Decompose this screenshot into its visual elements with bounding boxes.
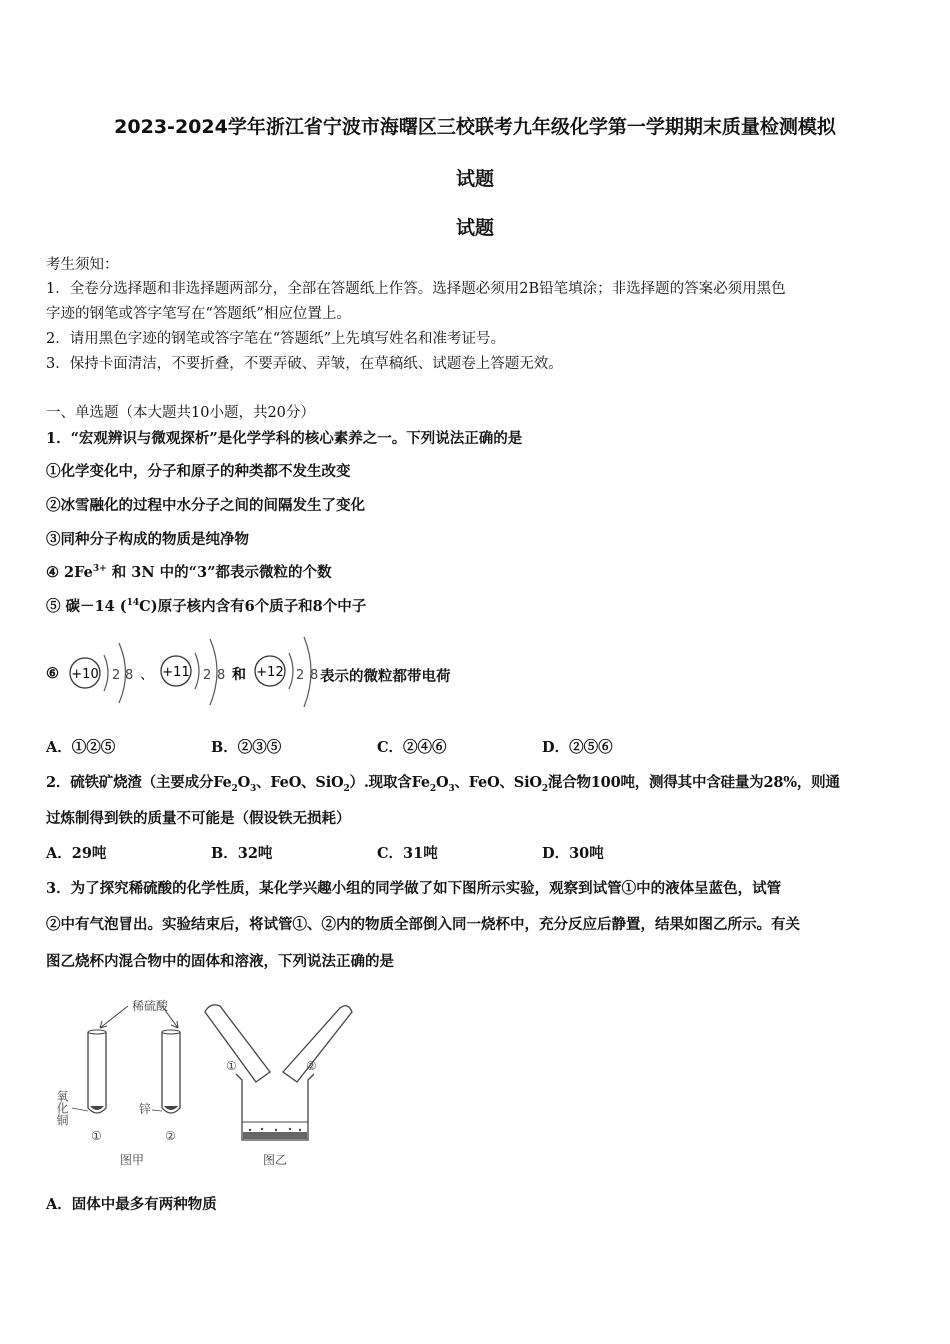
tilted-tube-2-number: ②: [306, 1059, 317, 1073]
atom-3-shell-1: 2: [296, 668, 305, 683]
label-zinc: 锌: [139, 1102, 152, 1116]
tube-2-number: ②: [165, 1129, 176, 1143]
q2-text-a: 2．硫铁矿烧渣（主要成分Fe: [46, 774, 232, 791]
q1-s5-pre: ⑤ 碳－14 (: [46, 598, 127, 615]
q1-s6-sep1: 、: [140, 667, 154, 683]
atom-1-shell-2: 8: [125, 668, 134, 683]
q2-text-d: ）.现取含Fe: [349, 774, 430, 791]
q2-text-c: 、FeO、SiO: [256, 774, 344, 791]
atom-structure-diagrams: [62, 625, 332, 715]
q2-stem-line2: 过炼制得到铁的质量不可能是（假设铁无损耗）: [46, 810, 351, 827]
tilted-tube-2: [283, 1006, 352, 1082]
notice-item-1-cont: 字迹的钢笔或答字笔写在“答题纸”相应位置上。: [46, 306, 351, 322]
q3-stem-line2: ②中有气泡冒出。实验结束后，将试管①、②内的物质全部倒入同一烧杯中，充分反应后静置，结果如图乙所示。有关: [46, 916, 800, 933]
q2-sub-b: 3: [250, 783, 257, 794]
q1-option-a[interactable]: A．①②⑤: [46, 739, 116, 756]
q1-option-c[interactable]: C．②④⑥: [377, 739, 447, 756]
q1-option-d[interactable]: D．②⑤⑥: [542, 739, 613, 756]
q2-sub-a: 2: [231, 783, 238, 794]
test-tube-2: [162, 1030, 180, 1113]
label-copper-oxide: 氧化铜: [55, 1090, 69, 1126]
q2-option-d[interactable]: D．30吨: [542, 845, 604, 862]
figure-a-caption: 图甲: [120, 1153, 145, 1167]
q1-statement-1: ①化学变化中，分子和原子的种类都不发生改变: [46, 463, 351, 480]
atom-3-shell-2: 8: [310, 668, 319, 683]
atom-diagram-sodium-ion: [161, 639, 225, 705]
atom-2-nucleus: +11: [162, 665, 190, 680]
q1-s4-pre: ④ 2Fe: [46, 564, 93, 581]
q2-sub-c: 2: [343, 783, 350, 794]
q1-stem: 1．“宏观辨识与微观探析”是化学学科的核心素养之一。下列说法正确的是: [46, 430, 523, 447]
tilted-tube-1-number: ①: [226, 1059, 237, 1073]
q2-option-a[interactable]: A．29吨: [46, 845, 107, 862]
q2-sub-e: 3: [448, 783, 455, 794]
atom-1-nucleus: +10: [71, 667, 99, 682]
atom-1-shell-1: 2: [112, 668, 121, 683]
q2-text-e: O: [435, 774, 449, 791]
q2-sub-f: 2: [541, 783, 548, 794]
q1-s5-sup: 14: [126, 598, 140, 609]
q1-s6-sep2: 和: [232, 667, 246, 683]
atom-diagram-magnesium-ion: [255, 637, 318, 707]
atom-3-nucleus: +12: [256, 665, 284, 680]
figure-b-caption: 图乙: [263, 1153, 288, 1167]
experiment-figure: [50, 990, 370, 1175]
q2-text-b: O: [237, 774, 251, 791]
notice-heading: 考生须知：: [46, 257, 119, 273]
q2-option-c[interactable]: C．31吨: [377, 845, 438, 862]
atom-diagram-neon: [70, 643, 133, 703]
q1-s4-post: 和 3N 中的“3”都表示微粒的个数: [106, 564, 332, 581]
atom-2-shell-2: 8: [217, 668, 226, 683]
label-dilute-sulfuric-acid: 稀硫酸: [132, 999, 169, 1013]
page-subtitle: 试题: [455, 217, 494, 239]
q2-text-f: 、FeO、SiO: [454, 774, 542, 791]
q2-option-b[interactable]: B．32吨: [211, 845, 273, 862]
beaker: [236, 1074, 314, 1140]
notice-item-2: 2．请用黑色字迹的钢笔或答字笔在“答题纸”上先填写姓名和准考证号。: [46, 331, 506, 347]
q1-s5-post: C)原子核内含有6个质子和8个中子: [139, 598, 367, 615]
q2-text-g: 混合物100吨，测得其中含硅量为28%，则通: [547, 774, 840, 791]
q1-statement-3: ③同种分子构成的物质是纯净物: [46, 531, 249, 548]
tube-1-number: ①: [91, 1129, 102, 1143]
q3-stem-line1: 3．为了探究稀硫酸的化学性质，某化学兴趣小组的同学做了如下图所示实验，观察到试管①中的液体呈蓝色，试管: [46, 880, 782, 897]
page-title-line2: 试题: [455, 168, 494, 190]
q1-statement-2: ②冰雪融化的过程中水分子之间的间隔发生了变化: [46, 497, 365, 514]
notice-item-3: 3．保持卡面清洁，不要折叠，不要弄破、弄皱，在草稿纸、试题卷上答题无效。: [46, 356, 563, 372]
q1-option-b[interactable]: B．②③⑤: [211, 739, 282, 756]
test-tube-1: [88, 1030, 106, 1113]
q2-stem-line1: [46, 771, 840, 794]
tilted-tube-1: [205, 1005, 270, 1082]
q3-option-a[interactable]: A．固体中最多有两种物质: [46, 1196, 217, 1213]
q1-statement-4: [46, 561, 331, 582]
q2-sub-d: 2: [429, 783, 436, 794]
q3-stem-line3: 图乙烧杯内混合物中的固体和溶液，下列说法正确的是: [46, 953, 394, 970]
page-title: 2023-2024学年浙江省宁波市海曙区三校联考九年级化学第一学期期末质量检测模拟: [114, 116, 836, 138]
q1-s6-mark: ⑥: [46, 665, 59, 682]
atom-2-shell-1: 2: [203, 668, 212, 683]
q1-s4-sup: 3+: [92, 564, 107, 575]
section-heading: 一、单选题（本大题共10小题，共20分）: [46, 405, 315, 421]
notice-item-1: 1．全卷分选择题和非选择题两部分，全部在答题纸上作答。选择题必须用2B铅笔填涂；非选择题的答案必须用黑色: [46, 281, 786, 297]
q1-statement-5: [46, 595, 366, 616]
q1-s6-text: 表示的微粒都带电荷: [320, 668, 451, 685]
